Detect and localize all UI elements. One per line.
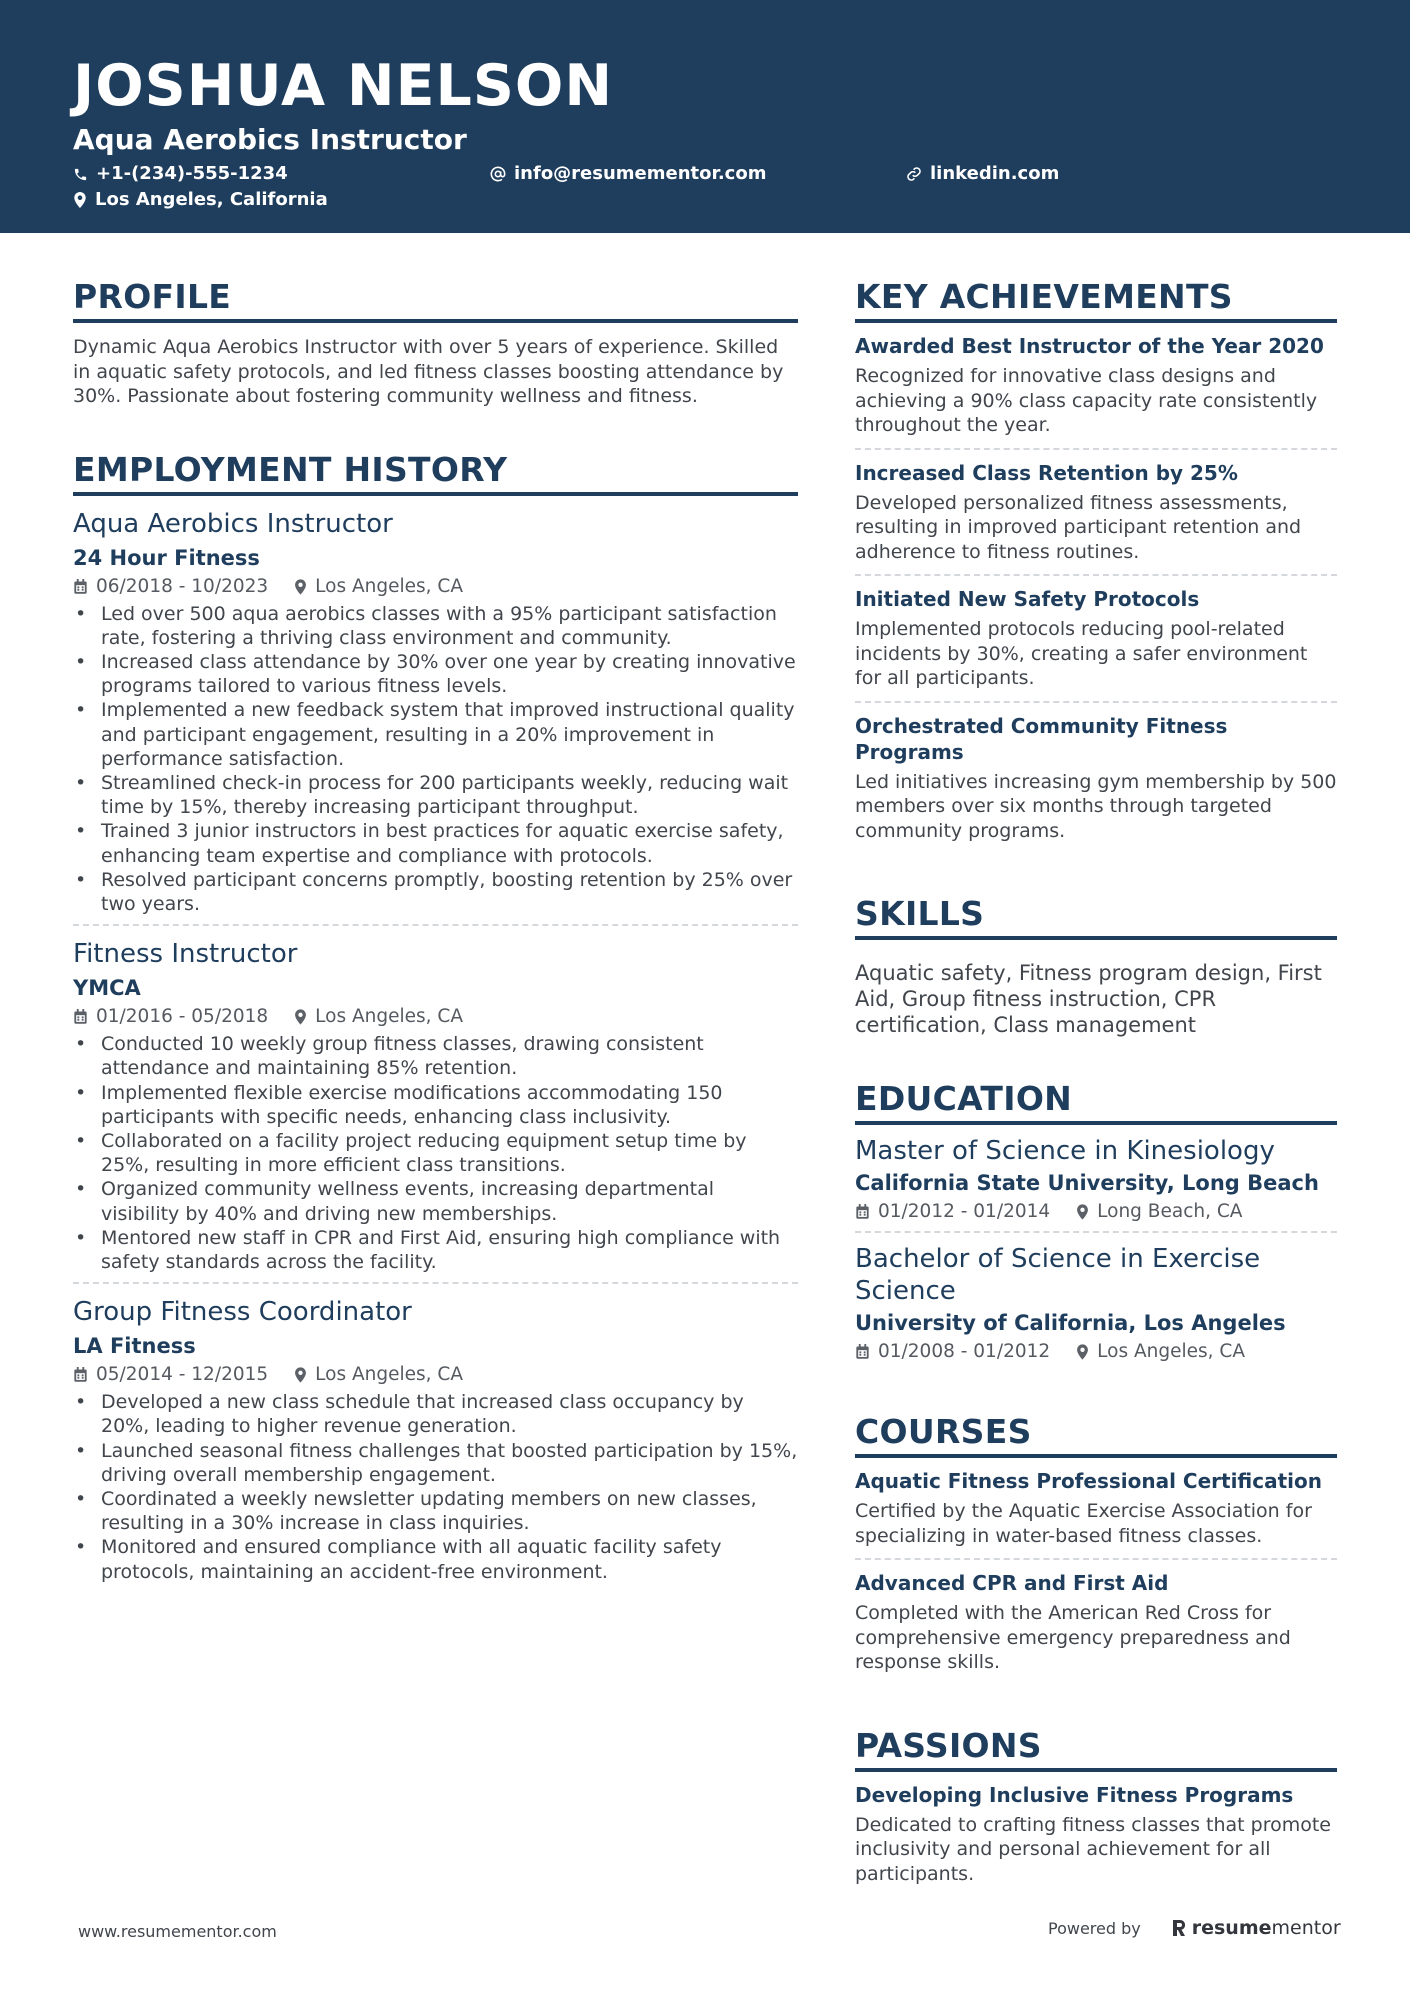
section-title-skills: SKILLS xyxy=(855,897,1337,940)
bullet-item: • Developed a new class schedule that increased class occupancy by 20%, leading to higher revenue generation. xyxy=(73,1390,798,1438)
education-location: Los Angeles, CA xyxy=(1097,1341,1245,1362)
bullet-item: • Trained 3 junior instructors in best practices for aquatic exercise safety, enhancing team expertise and compliance with protocols. xyxy=(73,819,798,867)
job-title: Aqua Aerobics Instructor xyxy=(73,508,393,539)
candidate-name: JOSHUA NELSON xyxy=(73,53,614,119)
brand-logo[interactable] xyxy=(1171,1917,1341,1939)
education-meta xyxy=(855,1199,1337,1225)
bullet-item: • Launched seasonal fitness challenges that boosted participation by 15%, driving overall membership engagement. xyxy=(73,1439,798,1487)
job-title: Fitness Instructor xyxy=(73,939,298,970)
achievement-item xyxy=(855,701,1337,854)
job-dates: 06/2018 - 10/2023 xyxy=(96,575,269,597)
resumementor-logo-icon xyxy=(1171,1918,1187,1938)
map-pin-icon xyxy=(294,1009,307,1025)
education-section xyxy=(855,1079,1337,1371)
passion-title: Developing Inclusive Fitness Programs xyxy=(855,1782,1294,1807)
map-pin-icon xyxy=(1076,1204,1089,1220)
passion-desc: Dedicated to crafting fitness classes that promote inclusivity and personal achievement for all participants. xyxy=(855,1813,1331,1885)
job-entry xyxy=(73,496,798,925)
education-meta xyxy=(855,1339,1337,1365)
education-dates: 01/2008 - 01/2012 xyxy=(878,1341,1051,1362)
achievements-section xyxy=(855,277,1337,853)
map-pin-icon xyxy=(1076,1344,1089,1360)
section-title-education: EDUCATION xyxy=(855,1082,1337,1125)
contact-phone xyxy=(73,165,288,183)
bullet-item: • Coordinated a weekly newsletter updating members on new classes, resulting in a 30% increase in class inquiries. xyxy=(73,1487,798,1535)
job-location: Los Angeles, CA xyxy=(315,1006,463,1028)
bullet-item: • Implemented flexible exercise modifications accommodating 150 participants with specific needs, enhancing class inclusivity. xyxy=(73,1081,798,1129)
skills-text: Aquatic safety, Fitness program design, First Aid, Group fitness instruction, CPR certification, Class management xyxy=(855,961,1322,1037)
bullet-item: • Implemented a new feedback system that improved instructional quality and participant engagement, resulting in a 20% improvement in performance satisfaction. xyxy=(73,698,798,771)
achievement-item xyxy=(855,323,1337,448)
map-pin-icon xyxy=(294,579,307,595)
brand-name-bold: resume xyxy=(1191,1917,1272,1939)
footer-powered-by xyxy=(1048,1917,1341,1939)
education-school: California State University, Long Beach xyxy=(855,1171,1319,1195)
job-dates: 01/2016 - 05/2018 xyxy=(96,1006,269,1028)
education-school: University of California, Los Angeles xyxy=(855,1311,1286,1335)
powered-by-label: Powered by xyxy=(1048,1918,1141,1938)
education-item xyxy=(855,1125,1337,1231)
job-entry xyxy=(73,924,798,1282)
achievement-desc: Implemented protocols reducing pool-related incidents by 30%, creating a safer environment for all participants. xyxy=(855,618,1308,689)
left-column xyxy=(73,277,798,1636)
course-desc: Certified by the Aquatic Exercise Association for specializing in water-based fitness classes. xyxy=(855,1500,1312,1547)
footer-website[interactable]: www.resumementor.com xyxy=(78,1922,277,1941)
candidate-role: Aqua Aerobics Instructor xyxy=(73,123,467,156)
bullet-item: • Increased class attendance by 30% over one year by creating innovative programs tailored to various fitness levels. xyxy=(73,650,798,698)
bullet-item: • Conducted 10 weekly group fitness classes, drawing consistent attendance and maintaining 85% retention. xyxy=(73,1032,798,1080)
email-link[interactable]: info@resumementor.com xyxy=(514,163,767,184)
calendar-icon xyxy=(73,579,88,595)
course-item xyxy=(855,1458,1337,1558)
right-column xyxy=(855,277,1337,1940)
education-dates: 01/2012 - 01/2014 xyxy=(878,1201,1051,1222)
job-location: Los Angeles, CA xyxy=(315,1364,463,1386)
bullet-item: • Led over 500 aqua aerobics classes with a 95% participant satisfaction rate, fostering a thriving class environment and community. xyxy=(73,602,798,650)
passion-item xyxy=(855,1772,1337,1897)
achievement-desc: Developed personalized fitness assessments, resulting in improved participant retention and adherence to fitness routines. xyxy=(855,491,1302,563)
map-pin-icon xyxy=(294,1367,307,1383)
job-bullets xyxy=(73,1032,798,1274)
achievement-item xyxy=(855,448,1337,575)
section-title-courses: COURSES xyxy=(855,1415,1337,1458)
job-dates: 05/2014 - 12/2015 xyxy=(96,1364,269,1386)
job-title: Group Fitness Coordinator xyxy=(73,1297,412,1328)
passions-section xyxy=(855,1725,1337,1897)
achievement-desc: Recognized for innovative class designs and achieving a 90% class capacity rate consistently throughout the year. xyxy=(855,365,1318,436)
resume-header xyxy=(0,0,1410,233)
profile-section xyxy=(73,277,798,409)
job-bullets xyxy=(73,1390,798,1584)
bullet-item: • Organized community wellness events, increasing departmental visibility by 40% and driving new memberships. xyxy=(73,1177,798,1225)
contact-email[interactable] xyxy=(490,165,766,183)
achievement-title: Awarded Best Instructor of the Year 2020 xyxy=(855,334,1324,358)
calendar-icon xyxy=(73,1367,88,1383)
job-entry xyxy=(73,1282,798,1592)
job-company: 24 Hour Fitness xyxy=(73,545,260,570)
course-title: Advanced CPR and First Aid xyxy=(855,1571,1169,1595)
location-text: Los Angeles, California xyxy=(95,189,328,210)
calendar-icon xyxy=(855,1344,870,1360)
courses-section xyxy=(855,1412,1337,1685)
map-pin-icon xyxy=(73,192,87,208)
at-icon xyxy=(490,166,506,182)
contact-linkedin[interactable] xyxy=(906,165,1059,183)
brand-name-light: mentor xyxy=(1271,1917,1341,1939)
section-title-profile: PROFILE xyxy=(73,280,798,323)
job-company: LA Fitness xyxy=(73,1334,196,1359)
calendar-icon xyxy=(73,1009,88,1025)
education-degree: Bachelor of Science in Exercise Science xyxy=(855,1244,1261,1306)
job-location: Los Angeles, CA xyxy=(315,575,463,597)
achievement-item xyxy=(855,574,1337,701)
bullet-item: • Monitored and ensured compliance with all aquatic facility safety protocols, maintaining an accident-free environment. xyxy=(73,1535,798,1583)
education-degree: Master of Science in Kinesiology xyxy=(855,1136,1275,1166)
education-item xyxy=(855,1231,1337,1371)
section-title-employment: EMPLOYMENT HISTORY xyxy=(73,453,798,496)
education-location: Long Beach, CA xyxy=(1097,1201,1243,1222)
job-meta xyxy=(73,574,798,600)
job-meta xyxy=(73,1362,798,1388)
course-title: Aquatic Fitness Professional Certification xyxy=(855,1469,1322,1493)
course-desc: Completed with the American Red Cross for comprehensive emergency preparedness and response skills. xyxy=(855,1602,1291,1673)
achievement-title: Initiated New Safety Protocols xyxy=(855,587,1200,611)
employment-section xyxy=(73,449,798,1592)
skills-section xyxy=(855,894,1337,1038)
linkedin-link[interactable]: linkedin.com xyxy=(930,163,1060,184)
bullet-item: • Mentored new staff in CPR and First Aid, ensuring high compliance with safety standards across the facility. xyxy=(73,1226,798,1274)
bullet-item: • Collaborated on a facility project reducing equipment setup time by 25%, resulting in more efficient class transitions. xyxy=(73,1129,798,1177)
section-title-passions: PASSIONS xyxy=(855,1729,1337,1772)
phone-icon xyxy=(73,167,88,182)
achievement-title: Increased Class Retention by 25% xyxy=(855,460,1238,485)
achievement-title: Orchestrated Community Fitness Programs xyxy=(855,713,1228,764)
job-bullets xyxy=(73,602,798,917)
achievement-desc: Led initiatives increasing gym membership by 500 members over six months through targeted community programs. xyxy=(855,770,1337,842)
course-item xyxy=(855,1558,1337,1685)
phone-text: +1-(234)-555-1234 xyxy=(96,163,288,184)
job-meta xyxy=(73,1004,798,1030)
contact-location xyxy=(73,191,328,209)
job-company: YMCA xyxy=(73,976,141,1001)
link-icon xyxy=(906,166,922,182)
calendar-icon xyxy=(855,1204,870,1220)
section-title-achievements: KEY ACHIEVEMENTS xyxy=(855,280,1337,323)
bullet-item: • Resolved participant concerns promptly, boosting retention by 25% over two years. xyxy=(73,868,798,916)
bullet-item: • Streamlined check-in process for 200 participants weekly, reducing wait time by 15%, thereby increasing participant throughput. xyxy=(73,771,798,819)
profile-text: Dynamic Aqua Aerobics Instructor with over 5 years of experience. Skilled in aquatic safety protocols, and led fitness classes boosting attendance by 30%. Passionate about fostering community wellness and fitness. xyxy=(73,336,784,407)
